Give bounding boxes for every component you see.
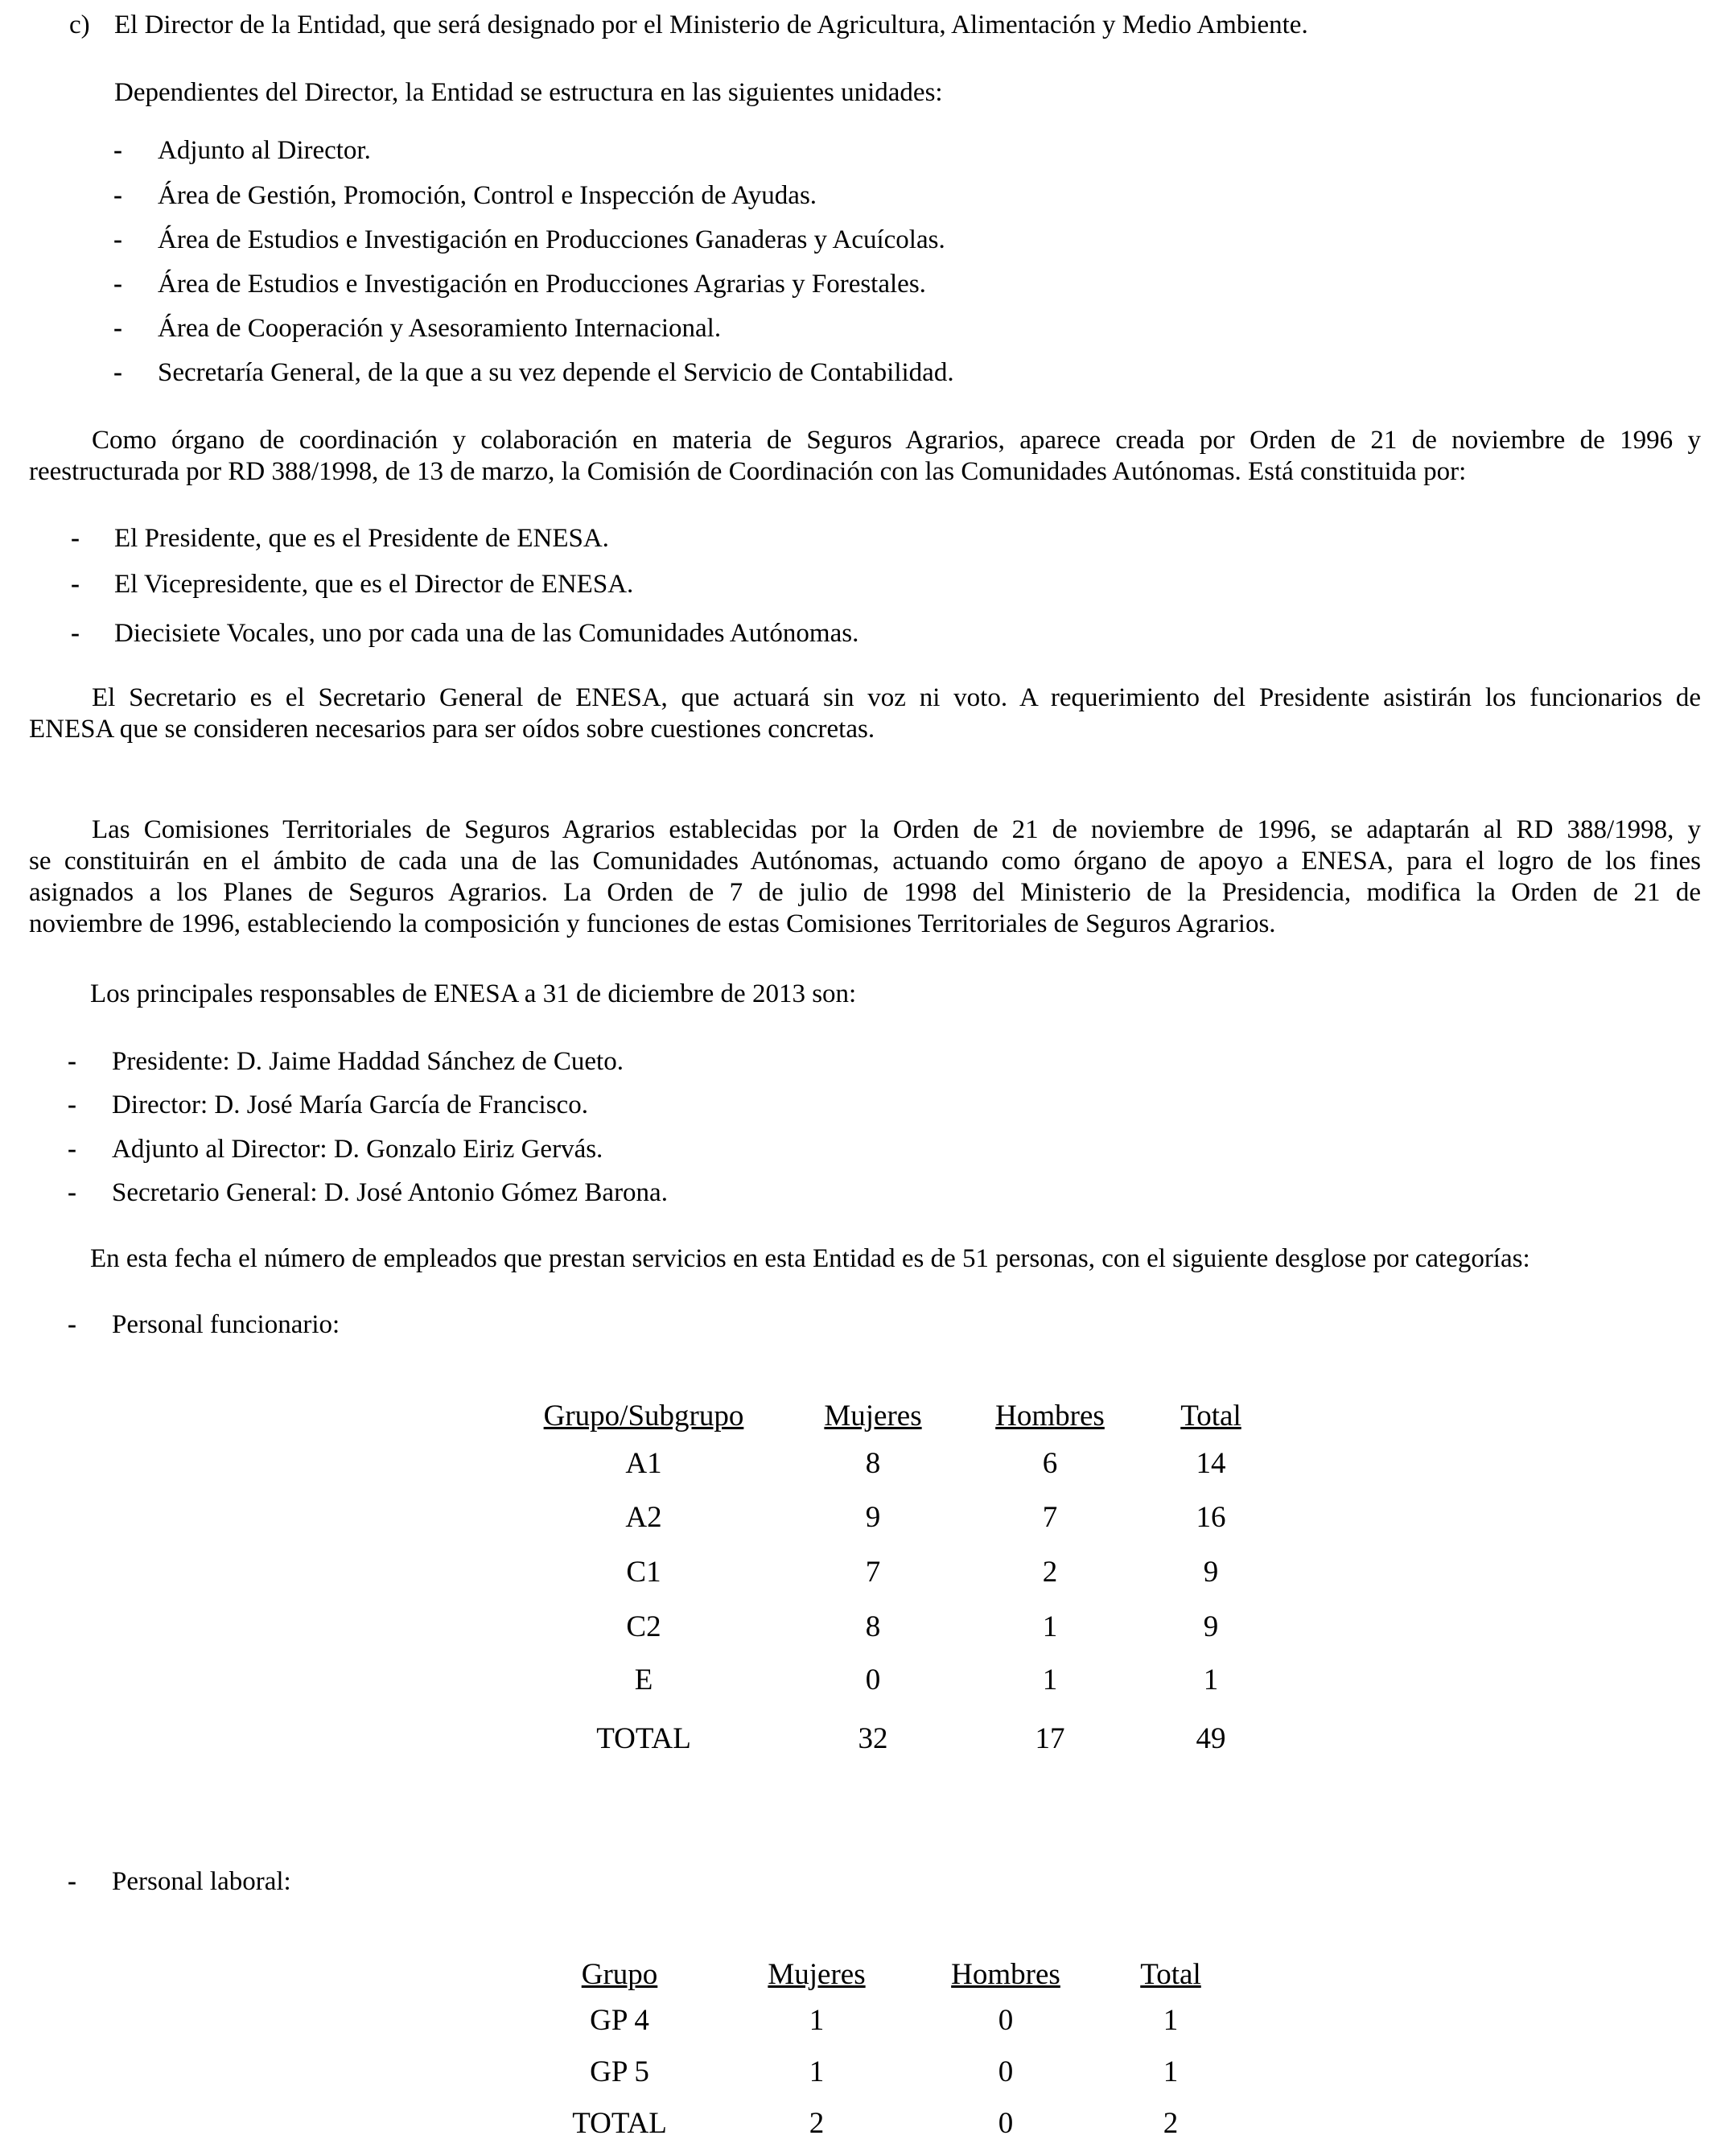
table-cell: 8 — [865, 1446, 881, 1480]
list-dash: - — [113, 270, 122, 299]
table-cell: 0 — [998, 2004, 1014, 2038]
list-dash: - — [113, 136, 122, 165]
table-row — [515, 1600, 1295, 1655]
item-c-marker: c) — [69, 10, 90, 39]
list-dash: - — [68, 1135, 76, 1164]
column-header: Grupo/Subgrupo — [543, 1400, 744, 1433]
table-cell: E — [634, 1663, 653, 1697]
list-dash: - — [68, 1090, 76, 1119]
table-cell: 0 — [998, 2107, 1014, 2141]
list-dash: - — [68, 1310, 76, 1339]
list-dash: - — [71, 619, 80, 648]
list-item: Área de Estudios e Investigación en Producciones Ganaderas y Acuícolas. — [158, 225, 945, 254]
paragraph-line: ENESA que se consideren necesarios para ser oídos sobre cuestiones concretas. — [29, 714, 875, 744]
table-cell: 8 — [865, 1610, 881, 1644]
secretario-paragraph — [29, 682, 1701, 745]
table-cell: 9 — [1203, 1610, 1219, 1644]
table-cell: 1 — [1042, 1663, 1058, 1697]
list-item: Secretaría General, de la que a su vez depende el Servicio de Contabilidad. — [158, 358, 954, 387]
column-header: Hombres — [995, 1400, 1105, 1433]
list-dash: - — [68, 1867, 76, 1896]
laboral-table — [531, 1955, 1255, 2150]
list-item: Secretario General: D. José Antonio Gómez Barona. — [112, 1178, 668, 1207]
table-cell: C1 — [626, 1556, 661, 1589]
list-dash: - — [113, 181, 122, 210]
list-item: Presidente: D. Jaime Haddad Sánchez de Cueto. — [112, 1047, 624, 1076]
table-cell: 9 — [865, 1501, 881, 1535]
table-cell: C2 — [626, 1610, 661, 1644]
table-header-row — [515, 1396, 1295, 1437]
list-dash: - — [71, 524, 80, 553]
column-header: Mujeres — [824, 1400, 922, 1433]
table-cell: 17 — [1035, 1722, 1065, 1756]
list-dash: - — [71, 570, 80, 599]
table-cell: TOTAL — [572, 2107, 667, 2141]
list-item: Director: D. José María García de Francisco. — [112, 1090, 588, 1119]
territoriales-paragraph — [29, 814, 1701, 940]
table-cell: 2 — [1042, 1556, 1058, 1589]
director-intro: Dependientes del Director, la Entidad se estructura en las siguientes unidades: — [114, 78, 943, 107]
funcionario-table — [515, 1396, 1295, 1772]
column-header: Total — [1140, 1958, 1201, 1992]
table-cell: 6 — [1042, 1446, 1058, 1480]
empleados-intro: En esta fecha el número de empleados que prestan servicios en esta Entidad es de 51 personas, con el siguiente desglose por categorías: — [90, 1244, 1530, 1273]
table-cell: 1 — [1042, 1610, 1058, 1644]
list-item: El Vicepresidente, que es el Director de ENESA. — [114, 570, 634, 599]
table-row — [515, 1706, 1295, 1772]
table-cell: 1 — [1203, 1663, 1219, 1697]
table-cell: 1 — [809, 2004, 825, 2038]
list-dash: - — [113, 314, 122, 343]
table-cell: 32 — [858, 1722, 888, 1756]
list-dash: - — [68, 1178, 76, 1207]
table-cell: 49 — [1196, 1722, 1226, 1756]
column-header: Mujeres — [768, 1958, 866, 1992]
item-c-text: El Director de la Entidad, que será designado por el Ministerio de Agricultura, Alimentación y Medio Ambiente. — [114, 10, 1308, 39]
paragraph-line: Las Comisiones Territoriales de Seguros Agrarios establecidas por la Orden de 21 de noviembre de 1996, se adaptarán al RD 388/1998, y — [92, 815, 1701, 844]
paragraph-line: noviembre de 1996, estableciendo la composición y funciones de estas Comisiones Territoriales de Seguros Agrarios. — [29, 909, 1276, 938]
table-row — [531, 2047, 1255, 2098]
table-row — [531, 1995, 1255, 2047]
table-cell: 1 — [809, 2055, 825, 2089]
list-item: El Presidente, que es el Presidente de ENESA. — [114, 524, 609, 553]
table-row — [515, 1545, 1295, 1600]
table-cell: 16 — [1196, 1501, 1226, 1535]
list-dash: - — [113, 358, 122, 387]
column-header: Hombres — [951, 1958, 1060, 1992]
table-cell: 1 — [1163, 2004, 1179, 2038]
table-cell: A1 — [625, 1446, 662, 1480]
table-header-row — [531, 1955, 1255, 1995]
table-cell: GP 5 — [590, 2055, 649, 2089]
list-item: Área de Estudios e Investigación en Producciones Agrarias y Forestales. — [158, 270, 926, 299]
table-row — [531, 2098, 1255, 2150]
list-item: Área de Gestión, Promoción, Control e Inspección de Ayudas. — [158, 181, 817, 210]
laboral-label: Personal laboral: — [112, 1867, 291, 1896]
list-item: Adjunto al Director. — [158, 136, 371, 165]
column-header: Total — [1180, 1400, 1241, 1433]
table-cell: 7 — [865, 1556, 881, 1589]
table-cell: 0 — [865, 1663, 881, 1697]
paragraph-line: El Secretario es el Secretario General de ENESA, que actuará sin voz ni voto. A requerimiento del Presidente asistirán los funcionarios de — [92, 683, 1701, 712]
table-cell: 14 — [1196, 1446, 1226, 1480]
paragraph-line: se constituirán en el ámbito de cada una de las Comunidades Autónomas, actuando como órgano de apoyo a ENESA, para el logro de los fines — [29, 846, 1701, 876]
table-cell: A2 — [625, 1501, 662, 1535]
paragraph-line: reestructurada por RD 388/1998, de 13 de marzo, la Comisión de Coordinación con las Comunidades Autónomas. Está constituida por: — [29, 456, 1467, 486]
table-cell: 7 — [1042, 1501, 1058, 1535]
table-cell: TOTAL — [596, 1722, 691, 1756]
paragraph-line: Como órgano de coordinación y colaboración en materia de Seguros Agrarios, aparece creada por Orden de 21 de noviembre de 1996 y — [92, 426, 1701, 455]
list-item: Adjunto al Director: D. Gonzalo Eiriz Gervás. — [112, 1135, 603, 1164]
table-row — [515, 1655, 1295, 1706]
list-dash: - — [68, 1047, 76, 1076]
list-dash: - — [113, 225, 122, 254]
table-cell: 2 — [1163, 2107, 1179, 2141]
table-cell: 2 — [809, 2107, 825, 2141]
paragraph-line: asignados a los Planes de Seguros Agrarios. La Orden de 7 de julio de 1998 del Ministerio de la Presidencia, modifica la Orden de 21 de — [29, 877, 1701, 907]
table-cell: 1 — [1163, 2055, 1179, 2089]
column-header: Grupo — [581, 1958, 658, 1992]
table-row — [515, 1490, 1295, 1545]
responsables-intro: Los principales responsables de ENESA a 31 de diciembre de 2013 son: — [90, 979, 857, 1008]
table-cell: 9 — [1203, 1556, 1219, 1589]
funcionario-label: Personal funcionario: — [112, 1310, 340, 1339]
table-cell: GP 4 — [590, 2004, 649, 2038]
list-item: Diecisiete Vocales, uno por cada una de las Comunidades Autónomas. — [114, 619, 859, 648]
table-cell: 0 — [998, 2055, 1014, 2089]
list-item: Área de Cooperación y Asesoramiento Internacional. — [158, 314, 722, 343]
comision-paragraph — [29, 425, 1701, 488]
table-row — [515, 1437, 1295, 1490]
